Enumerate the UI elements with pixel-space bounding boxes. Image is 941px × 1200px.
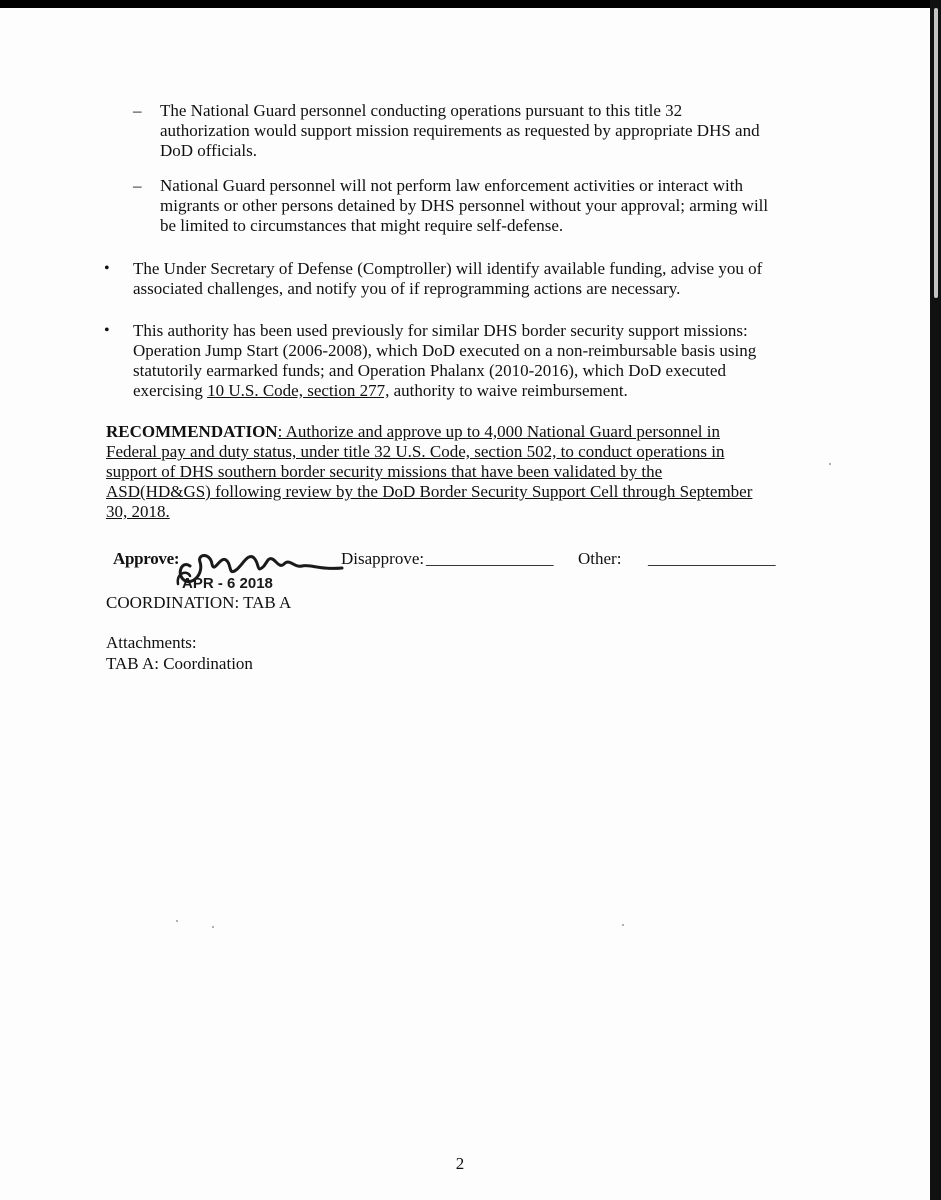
text-line xyxy=(106,422,826,442)
disapprove-blank: _______________ xyxy=(426,549,554,568)
recommendation-text: 30, 2018. xyxy=(106,502,170,521)
text-line: The National Guard personnel conducting operations pursuant to this title 32 xyxy=(160,101,683,120)
scan-speck xyxy=(176,920,178,922)
text-line: be limited to circumstances that might require self-defense. xyxy=(160,216,564,235)
tab-a-line: TAB A: Coordination xyxy=(106,654,253,673)
dash-marker: – xyxy=(133,176,142,195)
document-page xyxy=(0,8,930,1200)
recommendation-colon: : A xyxy=(277,422,298,441)
other-blank: _______________ xyxy=(648,549,776,568)
signature-icon xyxy=(170,544,360,592)
bullet-text xyxy=(133,259,823,299)
recommendation-text: ASD(HD&GS) following review by the DoD Border Security Support Cell through September xyxy=(106,482,753,501)
text-line: Operation Jump Start (2006-2008), which DoD executed on a non-reimbursable basis using xyxy=(133,341,757,360)
dash-marker: – xyxy=(133,101,142,120)
bullet-marker: • xyxy=(104,322,110,339)
text-line: statutorily earmarked funds; and Operation Phalanx (2010-2016), which DoD executed xyxy=(133,361,726,380)
text-line: National Guard personnel will not perform law enforcement activities or interact with xyxy=(160,176,743,195)
disapprove-label: Disapprove: xyxy=(341,549,425,568)
text-line xyxy=(133,381,823,401)
recommendation-block xyxy=(106,422,826,522)
sub-bullet-text xyxy=(160,176,840,236)
scan-speck xyxy=(829,463,831,465)
text-line: The Under Secretary of Defense (Comptroller) will identify available funding, advise you of xyxy=(133,259,763,278)
scan-speck xyxy=(622,924,624,926)
text-line: DoD officials. xyxy=(160,141,257,160)
scroll-indicator[interactable] xyxy=(934,8,938,298)
date-stamp: APR - 6 2018 xyxy=(182,575,273,592)
recommendation-text: uthorize and approve up to 4,000 National Guard personnel in xyxy=(297,422,720,441)
bullet-text xyxy=(133,321,823,401)
sub-bullet-text xyxy=(160,101,840,161)
text-line: migrants or other persons detained by DHS personnel without your approval; arming will xyxy=(160,196,769,215)
text-fragment: authority to waive reimbursement. xyxy=(389,381,628,400)
statute-reference: 10 U.S. Code, section 277, xyxy=(207,381,390,400)
coordination-line: COORDINATION: TAB A xyxy=(106,593,292,612)
recommendation-text: Federal pay and duty status, under title 32 U.S. Code, section 502, to conduct operations in xyxy=(106,442,725,461)
recommendation-label: RECOMMENDATION xyxy=(106,422,278,441)
text-line: This authority has been used previously for similar DHS border security support missions: xyxy=(133,321,748,340)
scan-speck xyxy=(212,926,214,928)
approve-label: Approve: xyxy=(113,549,180,568)
text-line: associated challenges, and notify you of if reprogramming actions are necessary. xyxy=(133,279,681,298)
text-line: authorization would support mission requirements as requested by appropriate DHS and xyxy=(160,121,760,140)
other-label: Other: xyxy=(578,549,622,568)
recommendation-text: support of DHS southern border security missions that have been validated by the xyxy=(106,462,663,481)
bullet-marker: • xyxy=(104,260,110,277)
text-fragment: exercising xyxy=(133,381,208,400)
attachments-label: Attachments: xyxy=(106,633,197,652)
page-number: 2 xyxy=(455,1154,465,1173)
